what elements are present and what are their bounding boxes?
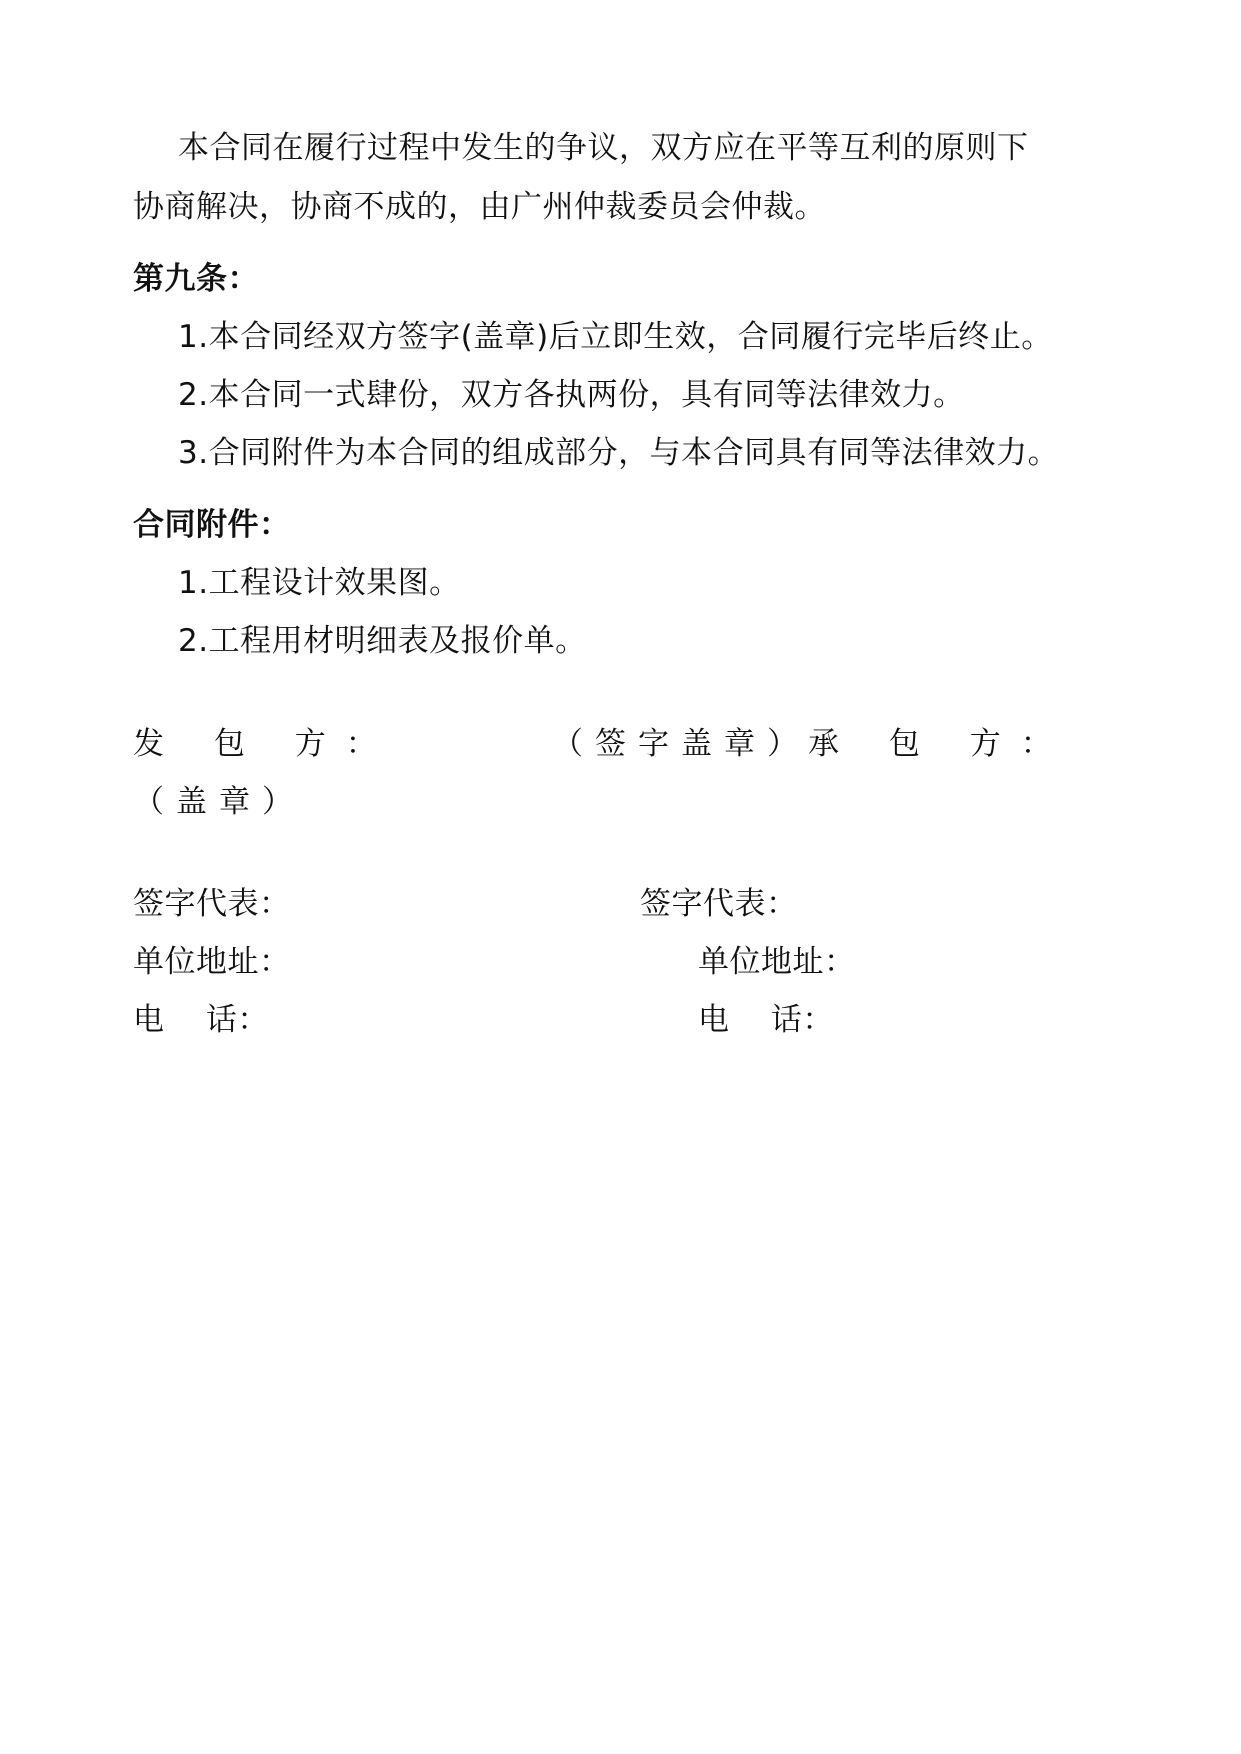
- party-a-label: 发 包 方：: [133, 726, 397, 762]
- party-a-representative: 签字代表：: [133, 886, 291, 922]
- party-a-address: 单位地址：: [133, 944, 291, 980]
- attachments-heading: 合同附件：: [133, 507, 291, 543]
- article-9-item-2: 2.本合同一式肆份，双方各执两份，具有同等法律效力。: [178, 377, 965, 413]
- party-b-seal-note: （盖章）: [133, 784, 305, 820]
- attachment-item-2: 2.工程用材明细表及报价单。: [178, 623, 587, 659]
- article-9-heading: 第九条：: [133, 261, 259, 297]
- dispute-clause-line-2: 协商解决，协商不成的，由广州仲裁委员会仲裁。: [133, 189, 826, 225]
- dispute-clause-line-1: 本合同在履行过程中发生的争议，双方应在平等互利的原则下: [178, 130, 1029, 166]
- party-b-phone: 电 话：: [698, 1002, 834, 1038]
- party-b-address: 单位地址：: [698, 944, 856, 980]
- article-9-item-1: 1.本合同经双方签字(盖章)后立即生效，合同履行完毕后终止。: [178, 319, 1053, 355]
- party-a-phone: 电 话：: [133, 1002, 269, 1038]
- article-9-item-3: 3.合同附件为本合同的组成部分，与本合同具有同等法律效力。: [178, 435, 1060, 471]
- attachment-item-1: 1.工程设计效果图。: [178, 565, 461, 601]
- party-b-label: 承 包 方：: [808, 726, 1072, 762]
- party-b-representative: 签字代表：: [640, 886, 798, 922]
- party-a-seal-note: （签字盖章）: [552, 726, 810, 762]
